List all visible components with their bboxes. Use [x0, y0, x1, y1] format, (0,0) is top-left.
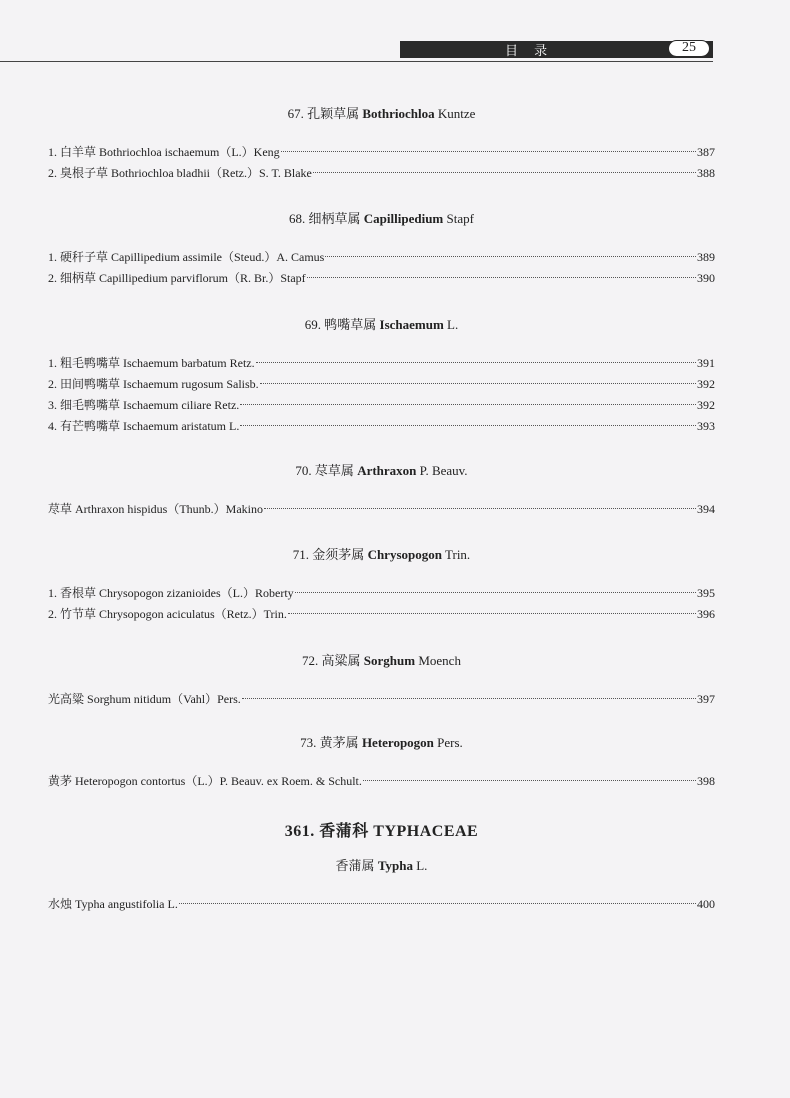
genus-heading: [48, 856, 715, 876]
toc-entry: [48, 499, 715, 520]
genus-author: Moench: [415, 653, 461, 668]
genus-author: L.: [443, 317, 459, 332]
entry-chinese-name: 2. 臭根子草: [48, 166, 112, 180]
entry-text: [48, 689, 241, 710]
leader-dots: [363, 780, 696, 781]
genus-section: [48, 209, 715, 289]
entry-latin-name: Bothriochloa ischaemum（L.）Keng: [99, 145, 280, 159]
entry-text: [48, 583, 294, 604]
entry-text: [48, 416, 239, 437]
entry-text: [48, 771, 362, 792]
entry-latin-name: Sorghum nitidum（Vahl）Pers.: [87, 692, 241, 706]
genus-chinese-name: 金须茅属: [312, 547, 368, 562]
genus-chinese-name: 鸭嘴草属: [324, 317, 380, 332]
entry-chinese-name: 2. 田间鸭嘴草: [48, 377, 124, 391]
genus-number: 70.: [295, 463, 315, 478]
entry-chinese-name: 2. 细柄草: [48, 271, 100, 285]
entry-list: [48, 247, 715, 289]
toc-entry: [48, 247, 715, 268]
entry-chinese-name: 黄茅: [48, 774, 76, 788]
entry-latin-name: Chrysopogon aciculatus（Retz.）Trin.: [99, 607, 287, 621]
entry-chinese-name: 1. 香根草: [48, 586, 100, 600]
genus-section: [48, 315, 715, 437]
entry-chinese-name: 4. 有芒鸭嘴草: [48, 419, 124, 433]
leader-dots: [256, 362, 696, 363]
toc-entry: [48, 353, 715, 374]
toc-entry: [48, 142, 715, 163]
toc-entry: [48, 374, 715, 395]
entry-page-number: 390: [697, 271, 715, 285]
genus-number: 67.: [287, 106, 308, 121]
entry-text: [48, 142, 280, 163]
genus-heading: [48, 461, 715, 481]
leader-dots: [264, 508, 696, 509]
genus-number: 68.: [289, 211, 309, 226]
genus-latin-name: Ischaemum: [379, 317, 444, 332]
entry-page-number: 397: [697, 692, 715, 706]
leader-dots: [260, 383, 696, 384]
entry-page-number: 393: [697, 419, 715, 433]
genus-section: [48, 856, 715, 915]
entry-text: [48, 894, 178, 915]
genus-section: [48, 104, 715, 184]
genus-number: 73.: [300, 735, 320, 750]
page-number: 25: [682, 40, 696, 55]
entry-latin-name: Heteropogon contortus（L.）P. Beauv. ex Roem. & Schult.: [75, 774, 362, 788]
genus-heading: [48, 651, 715, 671]
genus-heading: [48, 209, 715, 229]
entry-latin-name: Ischaemum barbatum Retz.: [123, 356, 255, 370]
entry-latin-name: Typha angustifolia L.: [75, 897, 178, 911]
entry-chinese-name: 1. 粗毛鸭嘴草: [48, 356, 124, 370]
entry-list: [48, 771, 715, 792]
toc-entry: [48, 771, 715, 792]
entry-text: [48, 499, 263, 520]
genus-author: Kuntze: [434, 106, 476, 121]
entry-page-number: 394: [697, 502, 715, 516]
genus-chinese-name: 细柄草属: [308, 211, 364, 226]
entry-latin-name: Bothriochloa bladhii（Retz.）S. T. Blake: [111, 166, 312, 180]
entry-latin-name: Ischaemum ciliare Retz.: [123, 398, 240, 412]
entry-latin-name: Chrysopogon zizanioides（L.）Roberty: [99, 586, 294, 600]
entry-page-number: 391: [697, 356, 715, 370]
genus-section: [48, 461, 715, 520]
entry-latin-name: Arthraxon hispidus（Thunb.）Makino: [75, 502, 264, 516]
genus-heading: [48, 545, 715, 565]
genus-author: Stapf: [443, 211, 474, 226]
genus-author: Trin.: [441, 547, 471, 562]
toc-entry: [48, 689, 715, 710]
toc-entry: [48, 395, 715, 416]
page-number-badge: [668, 40, 710, 57]
entry-chinese-name: 荩草: [48, 502, 76, 516]
entry-text: [48, 247, 324, 268]
leader-dots: [288, 613, 696, 614]
leader-dots: [179, 903, 696, 904]
entry-text: [48, 604, 287, 625]
genus-heading: [48, 104, 715, 124]
entry-chinese-name: 3. 细毛鸭嘴草: [48, 398, 124, 412]
entry-latin-name: Ischaemum aristatum L.: [123, 419, 240, 433]
genus-number: 69.: [304, 317, 325, 332]
entry-text: [48, 163, 312, 184]
entry-page-number: 387: [697, 145, 715, 159]
genus-chinese-name: 黄茅属: [319, 735, 362, 750]
entry-chinese-name: 2. 竹节草: [48, 607, 100, 621]
toc-entry: [48, 604, 715, 625]
genus-latin-name: Bothriochloa: [362, 106, 435, 121]
header-title: 目 录: [505, 44, 554, 59]
toc-entry: [48, 268, 715, 289]
genus-latin-name: Sorghum: [363, 653, 416, 668]
leader-dots: [242, 698, 696, 699]
genus-author: L.: [412, 858, 428, 873]
entry-list: [48, 583, 715, 625]
header-bar: [400, 41, 713, 58]
leader-dots: [325, 256, 696, 257]
entry-list: [48, 142, 715, 184]
entry-list: [48, 353, 715, 437]
entry-page-number: 400: [697, 897, 715, 911]
genus-heading: [48, 315, 715, 335]
entry-page-number: 396: [697, 607, 715, 621]
entry-page-number: 392: [697, 377, 715, 391]
genus-chinese-name: 荩草属: [314, 463, 358, 478]
leader-dots: [307, 277, 696, 278]
genus-chinese-name: 高粱属: [321, 653, 364, 668]
leader-dots: [281, 151, 696, 152]
entry-chinese-name: 1. 硬秆子草: [48, 250, 112, 264]
entry-latin-name: Capillipedium assimile（Steud.）A. Camus: [111, 250, 325, 264]
genus-latin-name: Chrysopogon: [367, 547, 442, 562]
genus-latin-name: Typha: [377, 858, 413, 873]
leader-dots: [240, 425, 696, 426]
genus-author: P. Beauv.: [416, 463, 468, 478]
entry-page-number: 389: [697, 250, 715, 264]
genus-chinese-name: 孔颖草属: [307, 106, 363, 121]
entry-page-number: 398: [697, 774, 715, 788]
genus-section: [48, 733, 715, 792]
genus-number: 72.: [302, 653, 322, 668]
genus-heading: [48, 733, 715, 753]
entry-chinese-name: 光高粱: [48, 692, 88, 706]
toc-entry: [48, 416, 715, 437]
entry-page-number: 392: [697, 398, 715, 412]
entry-text: [48, 395, 239, 416]
entry-text: [48, 268, 306, 289]
header-rule: [0, 61, 713, 62]
entry-page-number: 395: [697, 586, 715, 600]
genus-section: [48, 651, 715, 710]
entry-list: [48, 894, 715, 915]
entry-chinese-name: 1. 白羊草: [48, 145, 100, 159]
genus-section: [48, 545, 715, 625]
genus-latin-name: Capillipedium: [363, 211, 444, 226]
family-heading: 361. 香蒲科 TYPHACEAE: [284, 823, 479, 840]
toc-entry: [48, 583, 715, 604]
leader-dots: [295, 592, 696, 593]
entry-latin-name: Ischaemum rugosum Salisb.: [123, 377, 259, 391]
entry-text: [48, 374, 259, 395]
entry-list: [48, 499, 715, 520]
leader-dots: [240, 404, 696, 405]
leader-dots: [313, 172, 696, 173]
toc-entry: [48, 163, 715, 184]
toc-entry: [48, 894, 715, 915]
entry-text: [48, 353, 255, 374]
genus-latin-name: Heteropogon: [361, 735, 434, 750]
genus-chinese-name: 香蒲属: [335, 858, 378, 873]
entry-page-number: 388: [697, 166, 715, 180]
entry-list: [48, 689, 715, 710]
genus-latin-name: Arthraxon: [357, 463, 417, 478]
genus-author: Pers.: [433, 735, 463, 750]
entry-chinese-name: 水烛: [48, 897, 76, 911]
genus-number: 71.: [292, 547, 313, 562]
entry-latin-name: Capillipedium parviflorum（R. Br.）Stapf: [99, 271, 306, 285]
